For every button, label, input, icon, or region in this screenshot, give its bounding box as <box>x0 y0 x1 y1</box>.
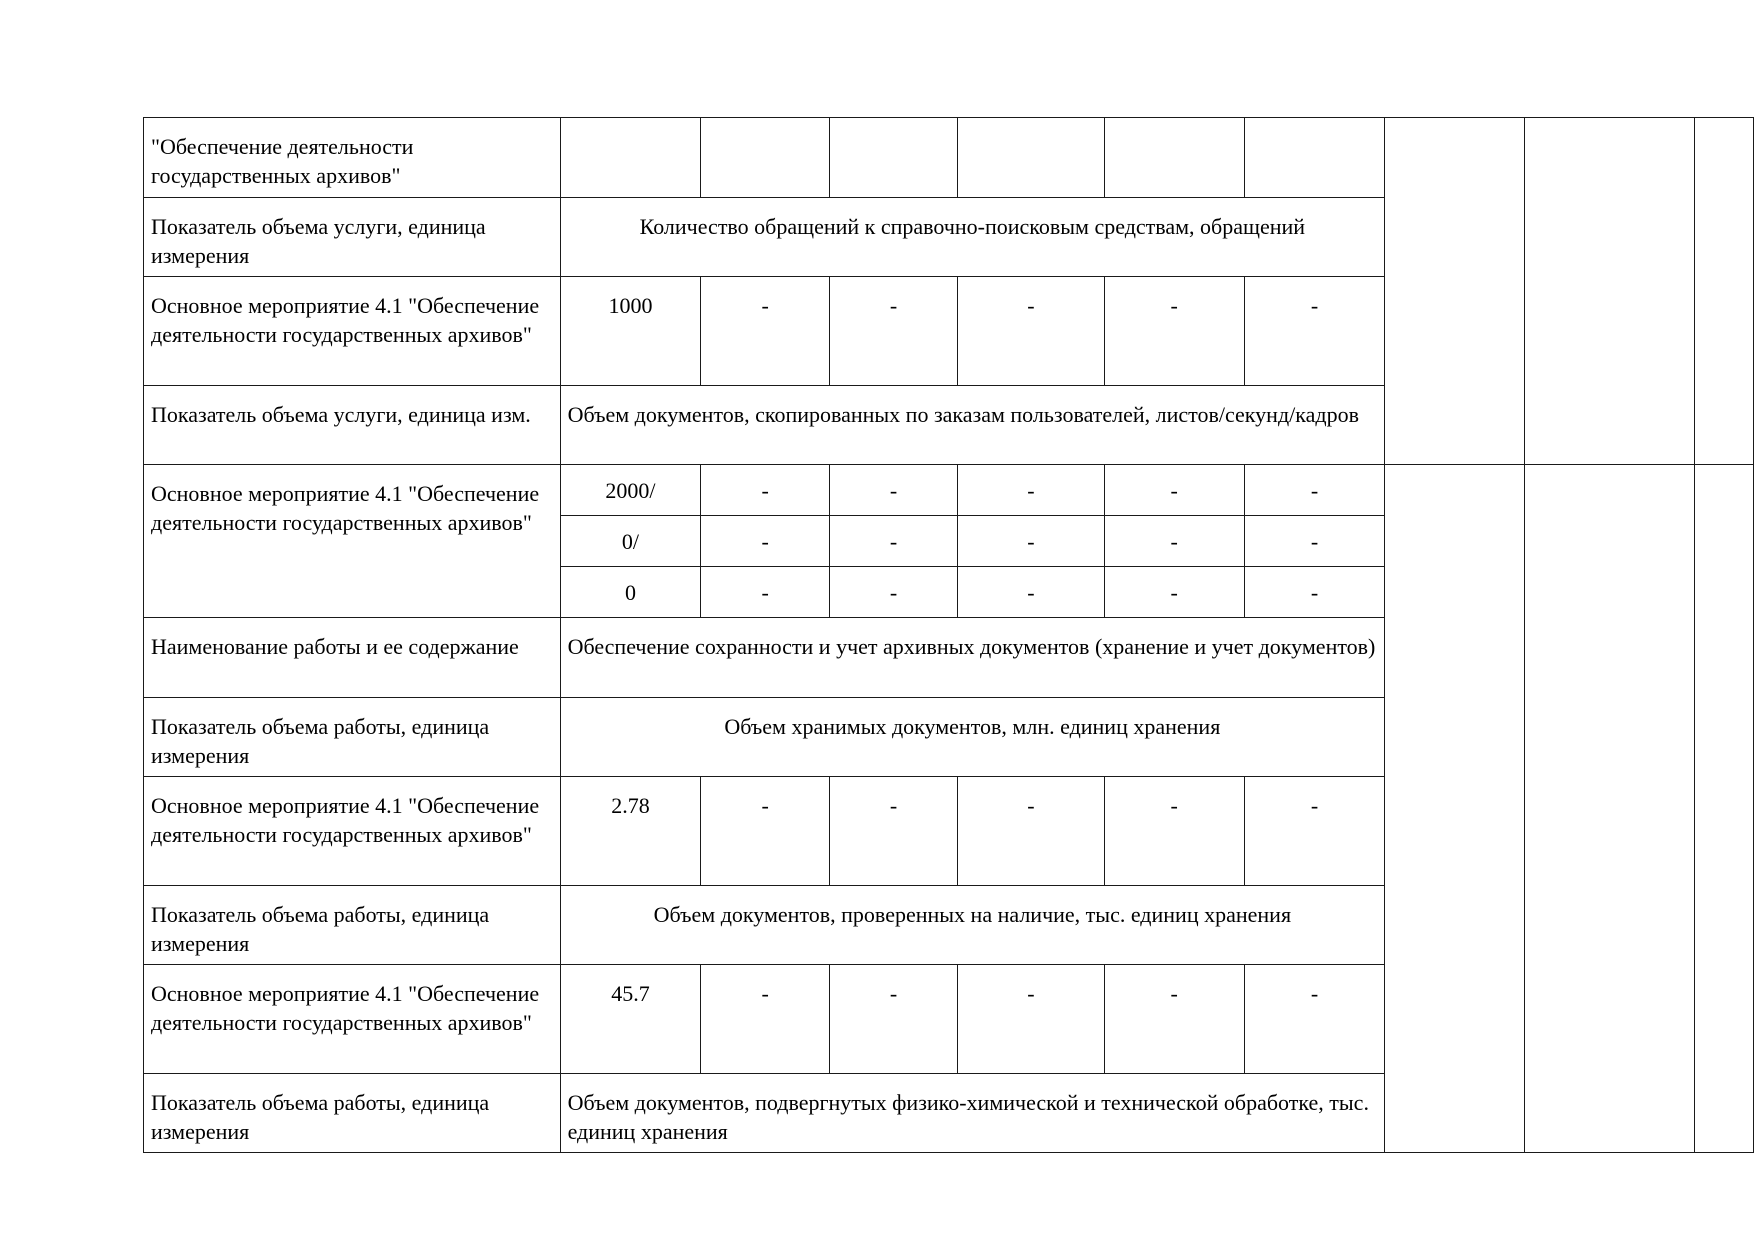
empty-cell <box>829 118 957 198</box>
dash-cell: - <box>829 516 957 567</box>
dash-cell: - <box>1244 277 1384 386</box>
empty-cell <box>1385 465 1525 1153</box>
dash-cell: - <box>958 777 1104 886</box>
empty-cell <box>958 118 1104 198</box>
value-cell: 2000/ <box>560 465 701 516</box>
dash-cell: - <box>1104 777 1244 886</box>
row-label: Наименование работы и ее содержание <box>144 618 561 698</box>
indicator-description: Объем документов, проверенных на наличие, тыс. единиц хранения <box>560 886 1385 965</box>
dash-cell: - <box>829 465 957 516</box>
empty-cell <box>1694 465 1753 1153</box>
value-cell: 2.78 <box>560 777 701 886</box>
table-row <box>144 465 1754 516</box>
dash-cell: - <box>829 777 957 886</box>
row-label: Основное мероприятие 4.1 "Обеспечение деятельности государственных архивов" <box>144 277 561 386</box>
dash-cell: - <box>1244 465 1384 516</box>
empty-cell <box>1244 118 1384 198</box>
empty-cell <box>1385 118 1525 465</box>
dash-cell: - <box>701 516 829 567</box>
row-label: Основное мероприятие 4.1 "Обеспечение деятельности государственных архивов" <box>144 465 561 618</box>
dash-cell: - <box>701 567 829 618</box>
dash-cell: - <box>701 465 829 516</box>
row-label: Основное мероприятие 4.1 "Обеспечение деятельности государственных архивов" <box>144 965 561 1074</box>
value-cell: 0 <box>560 567 701 618</box>
dash-cell: - <box>958 567 1104 618</box>
dash-cell: - <box>958 277 1104 386</box>
row-label: Показатель объема работы, единица измерения <box>144 886 561 965</box>
indicator-description: Объем документов, скопированных по заказам пользователей, листов/секунд/кадров <box>560 386 1385 465</box>
row-label: Показатель объема работы, единица измерения <box>144 698 561 777</box>
dash-cell: - <box>958 465 1104 516</box>
dash-cell: - <box>829 965 957 1074</box>
indicator-description: Объем хранимых документов, млн. единиц хранения <box>560 698 1385 777</box>
dash-cell: - <box>1244 516 1384 567</box>
dash-cell: - <box>1104 465 1244 516</box>
value-cell: 45.7 <box>560 965 701 1074</box>
dash-cell: - <box>1104 567 1244 618</box>
indicator-description: Количество обращений к справочно-поисковым средствам, обращений <box>560 198 1385 277</box>
empty-cell <box>560 118 701 198</box>
row-label: "Обеспечение деятельности государственных архивов" <box>144 118 561 198</box>
empty-cell <box>701 118 829 198</box>
dash-cell: - <box>829 567 957 618</box>
dash-cell: - <box>958 516 1104 567</box>
empty-cell <box>1104 118 1244 198</box>
dash-cell: - <box>1244 567 1384 618</box>
row-label: Показатель объема услуги, единица изм. <box>144 386 561 465</box>
row-label: Показатель объема работы, единица измерения <box>144 1074 561 1153</box>
empty-cell <box>1525 465 1695 1153</box>
table-row <box>144 118 1754 198</box>
dash-cell: - <box>1104 516 1244 567</box>
dash-cell: - <box>1244 965 1384 1074</box>
row-label: Основное мероприятие 4.1 "Обеспечение деятельности государственных архивов" <box>144 777 561 886</box>
dash-cell: - <box>701 777 829 886</box>
work-description: Обеспечение сохранности и учет архивных документов (хранение и учет документов) <box>560 618 1385 698</box>
dash-cell: - <box>958 965 1104 1074</box>
dash-cell: - <box>1104 277 1244 386</box>
indicator-description: Объем документов, подвергнутых физико-химической и технической обработке, тыс. единиц хранения <box>560 1074 1385 1153</box>
row-label: Показатель объема услуги, единица измерения <box>144 198 561 277</box>
program-indicators-table <box>143 117 1754 1153</box>
dash-cell: - <box>701 277 829 386</box>
dash-cell: - <box>701 965 829 1074</box>
empty-cell <box>1694 118 1753 465</box>
dash-cell: - <box>829 277 957 386</box>
value-cell: 0/ <box>560 516 701 567</box>
dash-cell: - <box>1244 777 1384 886</box>
dash-cell: - <box>1104 965 1244 1074</box>
empty-cell <box>1525 118 1695 465</box>
value-cell: 1000 <box>560 277 701 386</box>
